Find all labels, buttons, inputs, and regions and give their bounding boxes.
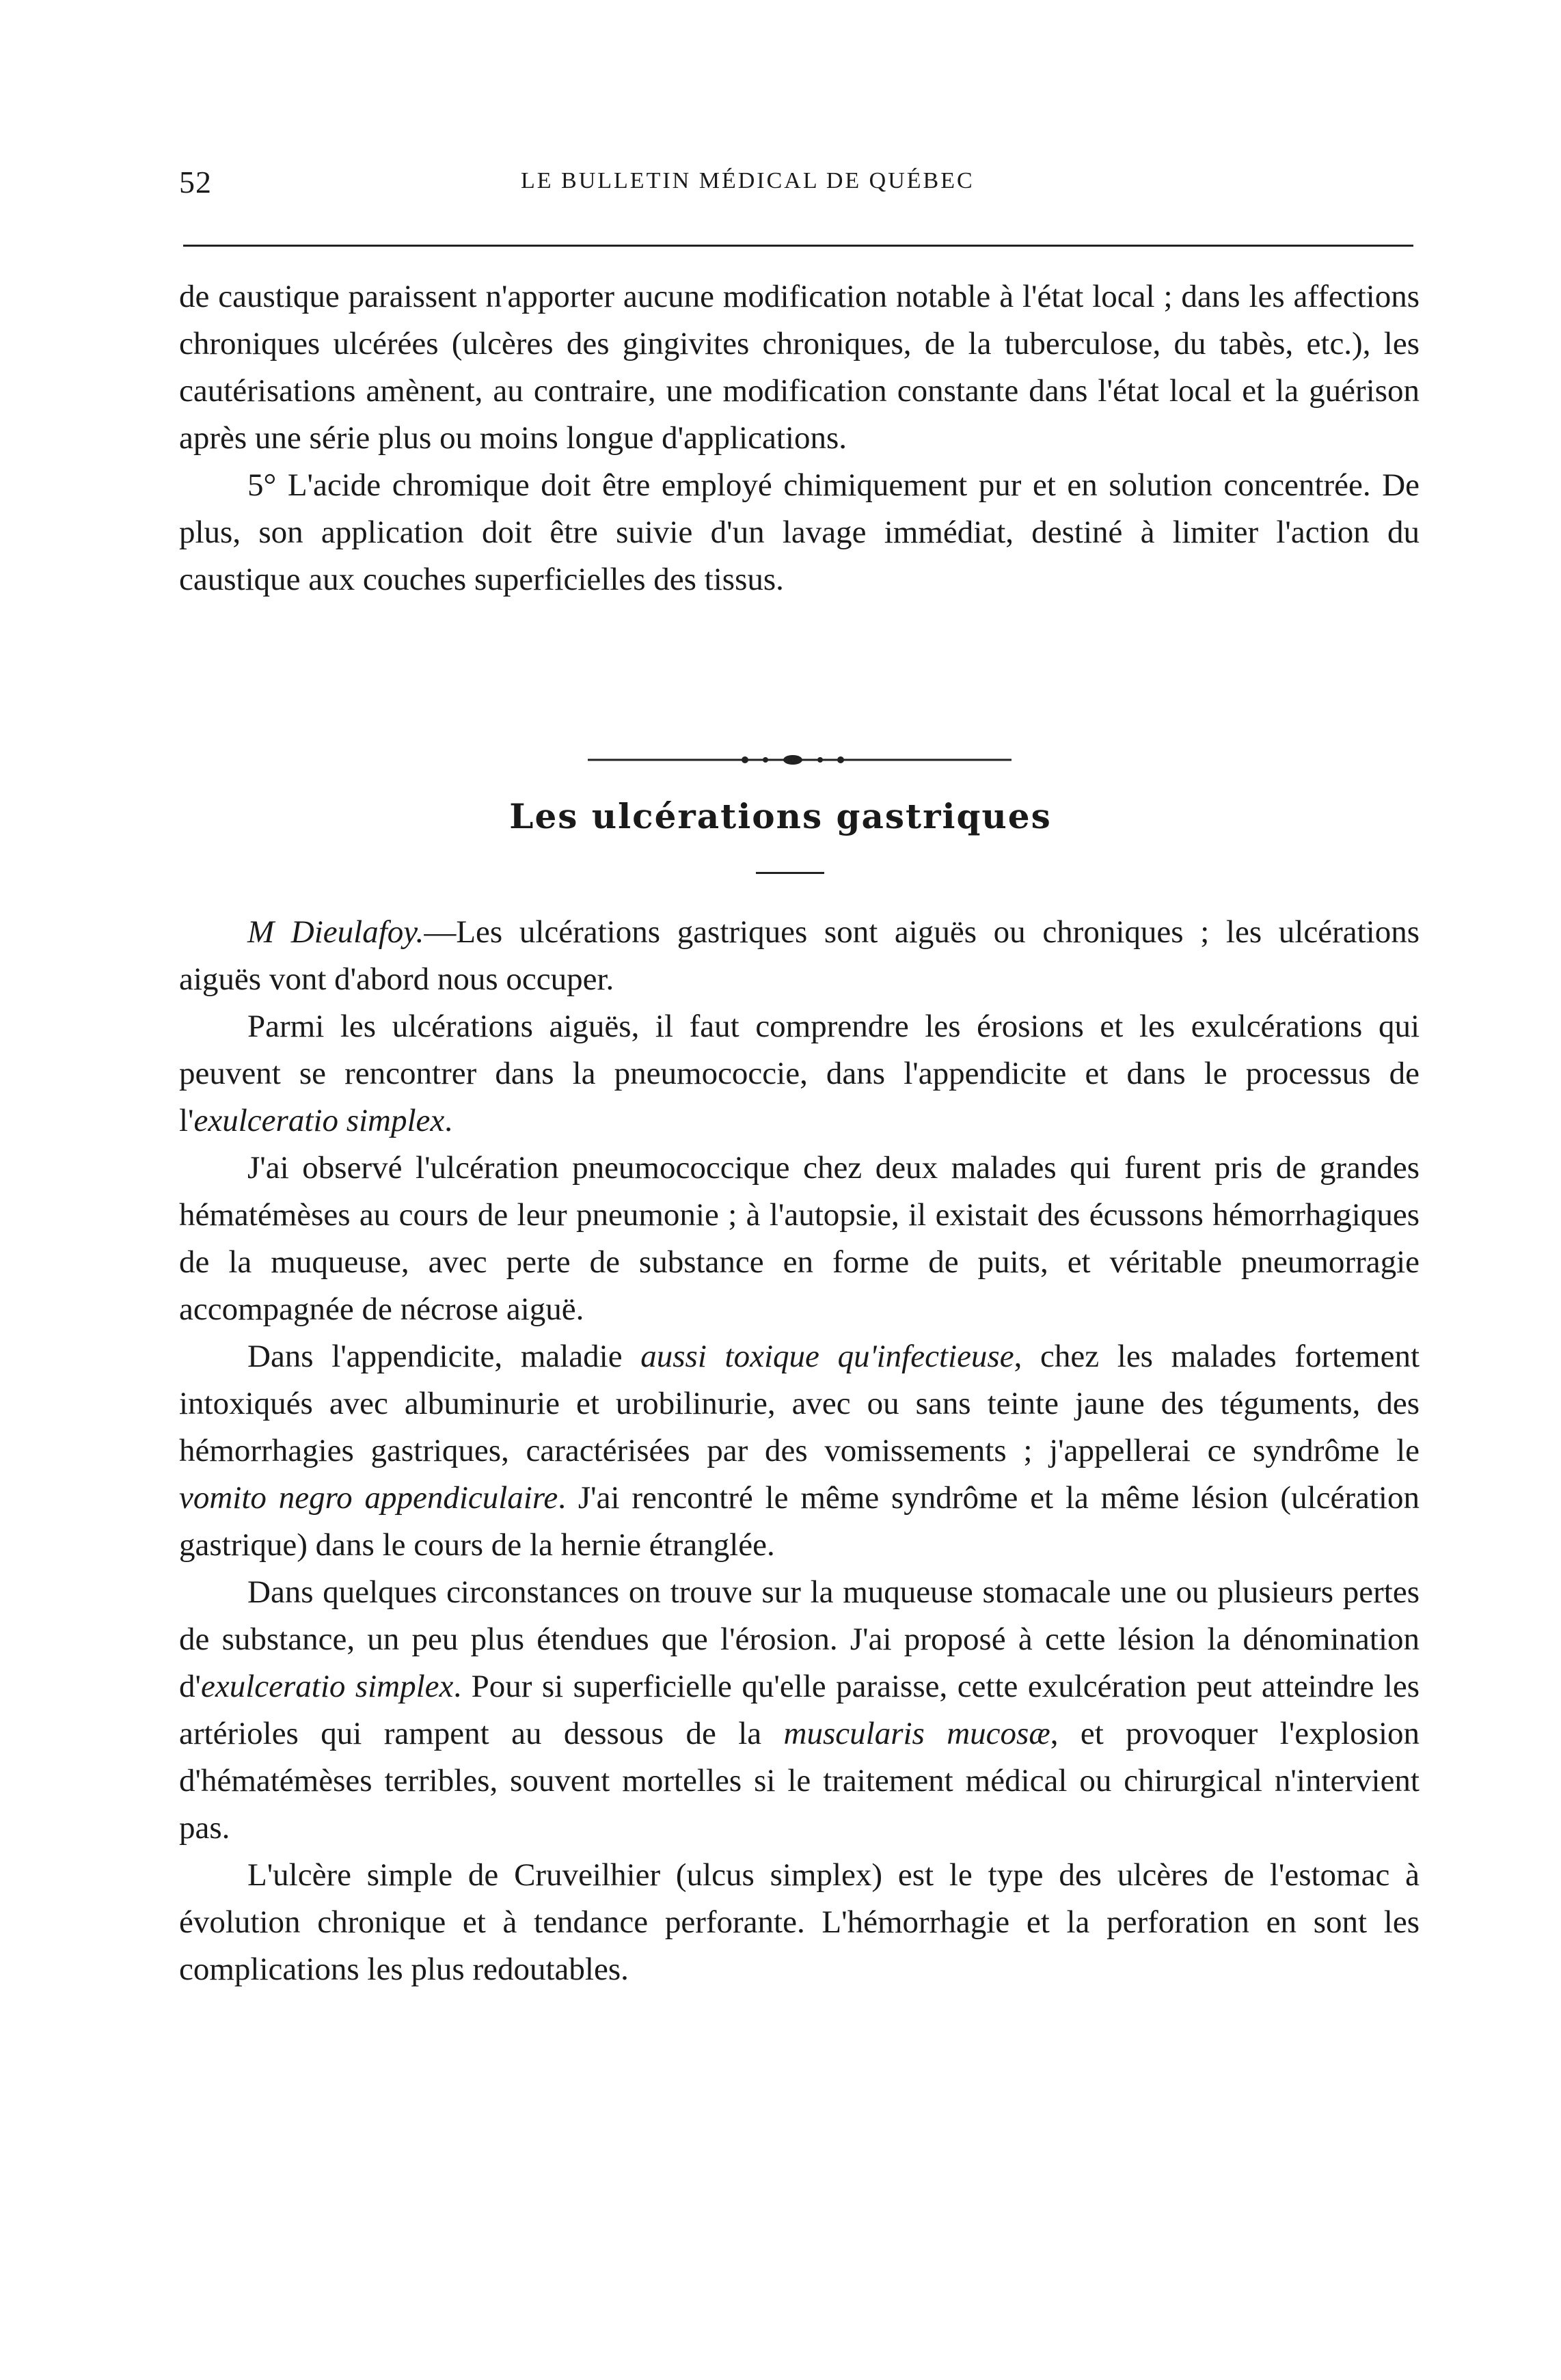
paragraph-text: Dans l'appendicite, maladie: [247, 1339, 641, 1374]
speaker-name: M Dieulafoy.: [247, 914, 424, 950]
paragraph-text: Parmi les ulcérations aiguës, il faut comprendre les érosions et les exulcérations qui peuvent se rencontrer dans la pneumococcie, dans l'appendicite et dans le processus de l': [179, 1009, 1420, 1138]
intro-text-block: [179, 273, 1420, 603]
paragraph-text: , et provoquer l'explosion d'hématémèses terribles, souvent mortelles si le traitement médical ou chirurgical n'intervient pas.: [179, 1716, 1420, 1846]
latin-term: muscularis mucosæ: [783, 1716, 1050, 1751]
paragraph-text: . J'ai rencontré le même syndrôme et la même lésion (ulcération gastrique) dans le cours de la hernie étranglée.: [179, 1480, 1420, 1563]
short-rule: [756, 872, 824, 874]
latin-term: exulceratio simplex: [193, 1103, 445, 1138]
section-title: Les ulcérations gastriques: [509, 796, 1052, 836]
paragraph-text: .: [444, 1103, 453, 1138]
paragraph-text: . Pour si superficielle qu'elle paraisse, cette exulcération peut atteindre les artérioles qui rampent au dessous de la: [179, 1669, 1420, 1751]
emphasis-text: aussi toxique qu'infectieuse: [640, 1339, 1014, 1374]
paragraph: de caustique paraissent n'apporter aucune modification notable à l'état local ; dans les affections chroniques ulcérées (ulcères des gingivites chroniques, de la tuberculose, du tabès, etc.), les cautérisations amènent, au contraire, une modification constante dans l'état local et la guérison après une série plus ou moins longue d'applications.: [179, 279, 1420, 456]
paragraph: [179, 909, 1420, 1003]
paragraph-text: , chez les malades fortement intoxiqués avec albuminurie et urobilinurie, avec ou sans teinte jaune des téguments, des hémorrhagies gastriques, caractérisées par des vomissements ; j'appellerai ce syndrôme le: [179, 1339, 1420, 1468]
paragraph: [179, 1003, 1420, 1145]
paragraph: J'ai observé l'ulcération pneumococcique chez deux malades qui furent pris de grandes hématémèses au cours de leur pneumonie ; à l'autopsie, il existait des écussons hémorrhagiques de la muqueuse, avec perte de substance en forme de puits, et véritable pneumorragie accompagnée de nécrose aiguë.: [179, 1150, 1420, 1327]
latin-term: exulceratio simplex: [200, 1669, 454, 1704]
paragraph-text: Dans quelques circonstances on trouve sur la muqueuse stomacale une ou plusieurs pertes de substance, un peu plus étendues que l'érosion. J'ai proposé à cette lésion la dénomination d': [179, 1574, 1420, 1704]
paragraph: 5° L'acide chromique doit être employé chimiquement pur et en solution concentrée. De plus, son application doit être suivie d'un lavage immédiat, destiné à limiter l'action du caustique aux couches superficielles des tissus.: [179, 467, 1420, 597]
running-title: LE BULLETIN MÉDICAL DE QUÉBEC: [521, 168, 975, 193]
latin-term: vomito negro appendiculaire: [179, 1480, 558, 1516]
paragraph-text: —Les ulcérations gastriques sont aiguës ou chroniques ; les ulcérations aiguës vont d'abord nous occuper.: [179, 914, 1420, 997]
article-text-block: [179, 909, 1420, 1993]
paragraph: [179, 1569, 1420, 1852]
page-header: [179, 164, 1409, 205]
section-ornament: [588, 753, 1012, 767]
paragraph: L'ulcère simple de Cruveilhier (ulcus simplex) est le type des ulcères de l'estomac à évolution chronique et à tendance perforante. L'hémorrhagie et la perforation en sont les complications les plus redoutables.: [179, 1857, 1420, 1987]
header-rule: [183, 245, 1413, 247]
paragraph: [179, 1333, 1420, 1569]
page-number: 52: [179, 165, 212, 200]
